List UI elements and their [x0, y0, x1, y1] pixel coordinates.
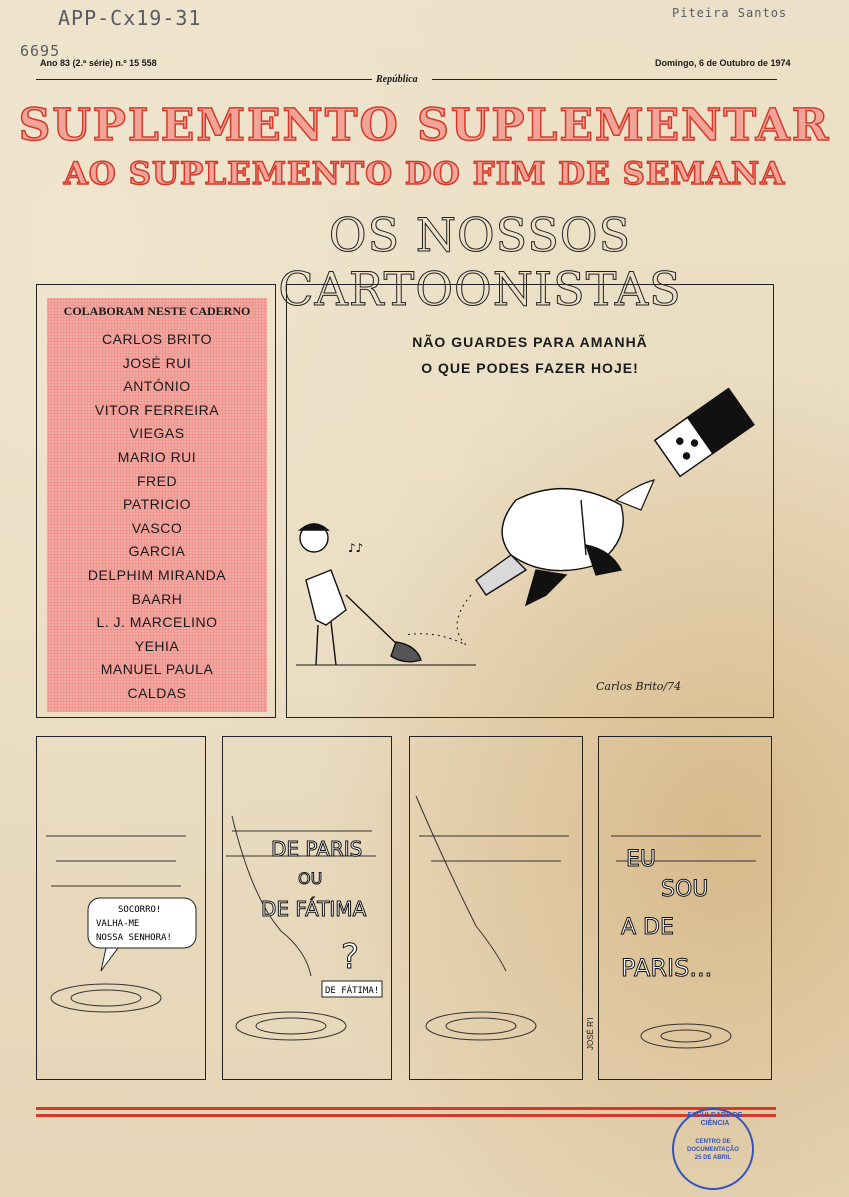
contributor-name: MANUEL PAULA: [100, 661, 214, 678]
strip-artwork: [36, 736, 770, 1078]
contributor-name: GARCIA: [128, 543, 186, 560]
panel1-bubble-line1: SOCORRO!: [118, 905, 162, 915]
contributor-name: L. J. MARCELINO: [96, 614, 218, 631]
panel2-tag: DE FÁTIMA!: [325, 986, 380, 996]
handwritten-name: Piteira Santos: [672, 6, 788, 20]
panel4-text-line2: SOU: [661, 877, 709, 902]
issue-number: Ano 83 (2.ª série) n.º 15 558: [40, 58, 157, 68]
stamp-ring-text: FACULDADE DE CIÊNCIA: [687, 1112, 743, 1127]
issue-date: Domingo, 6 de Outubro de 1974: [655, 58, 791, 68]
handwritten-number: 6695: [20, 42, 61, 60]
title-cartoonistas: OS NOSSOS CARTOONISTAS: [278, 208, 682, 316]
contributors-list: [47, 328, 267, 706]
panel4-text-line1: EU: [626, 847, 657, 872]
panel1-bubble-line3: NOSSA SENHORA!: [96, 933, 172, 943]
contributor-name: PATRICIO: [122, 496, 192, 513]
contributor-name: FRED: [136, 472, 178, 489]
handwritten-ref: APP-Cx19-31: [58, 6, 202, 30]
bottom-rule-bottom: [36, 1114, 776, 1117]
contributor-name: JOSÉ RUI: [122, 354, 192, 371]
panel4-text-line4: PARIS...: [621, 954, 713, 982]
contributor-name: CARLOS BRITO: [102, 331, 212, 347]
panel2-text-line1: DE PARIS: [271, 837, 363, 861]
panel4-text-line3: A DE: [621, 915, 674, 940]
contributor-name: VITOR FERREIRA: [94, 401, 220, 418]
cartoon-caption-line2: O QUE PODES FAZER HOJE!: [421, 360, 639, 376]
svg-text:♪♪: ♪♪: [348, 541, 364, 555]
newspaper-name: República: [376, 74, 418, 85]
stamp-line1: CENTRO DE: [695, 1139, 731, 1145]
panel2-text-line3: DE FÁTIMA: [261, 897, 367, 921]
panel2-text-line2: OU: [298, 869, 323, 888]
library-stamp: [672, 1108, 754, 1190]
contributors-heading: COLABORAM NESTE CADERNO: [63, 304, 251, 318]
contributor-name: VIEGAS: [129, 425, 185, 442]
contributor-name: CALDAS: [127, 684, 187, 701]
contributor-name: ANTÓNIO: [123, 378, 191, 395]
contributor-name: MARIO RUI: [117, 448, 197, 465]
cartoon-caption-line1: NÃO GUARDES PARA AMANHÃ: [412, 334, 648, 350]
stamp-line3: 25 DE ABRIL: [694, 1155, 732, 1161]
bottom-rule-top: [36, 1107, 776, 1110]
panel1-bubble-line2: VALHA-ME: [96, 919, 140, 929]
contributor-name: BAARH: [131, 590, 183, 607]
cartoon-illustration: [286, 380, 772, 716]
title-fim-de-semana: AO SUPLEMENTO DO FIM DE SEMANA: [63, 156, 786, 192]
masthead-rule-left: [36, 79, 372, 80]
strip-credit: JOSÉ R'I: [586, 1017, 595, 1050]
cartoon-signature: Carlos Brito/74: [596, 680, 682, 693]
contributor-name: DELPHIM MIRANDA: [87, 566, 227, 583]
panel2-question-mark: ?: [341, 937, 360, 977]
masthead-rule-right: [432, 79, 777, 80]
contributor-name: VASCO: [131, 519, 183, 536]
contributors-panel: [47, 298, 267, 712]
title-suplemento: SUPLEMENTO SUPLEMENTAR: [18, 100, 831, 151]
contributor-name: YEHIA: [134, 637, 180, 654]
stamp-line2: DOCUMENTAÇÃO: [687, 1147, 739, 1153]
